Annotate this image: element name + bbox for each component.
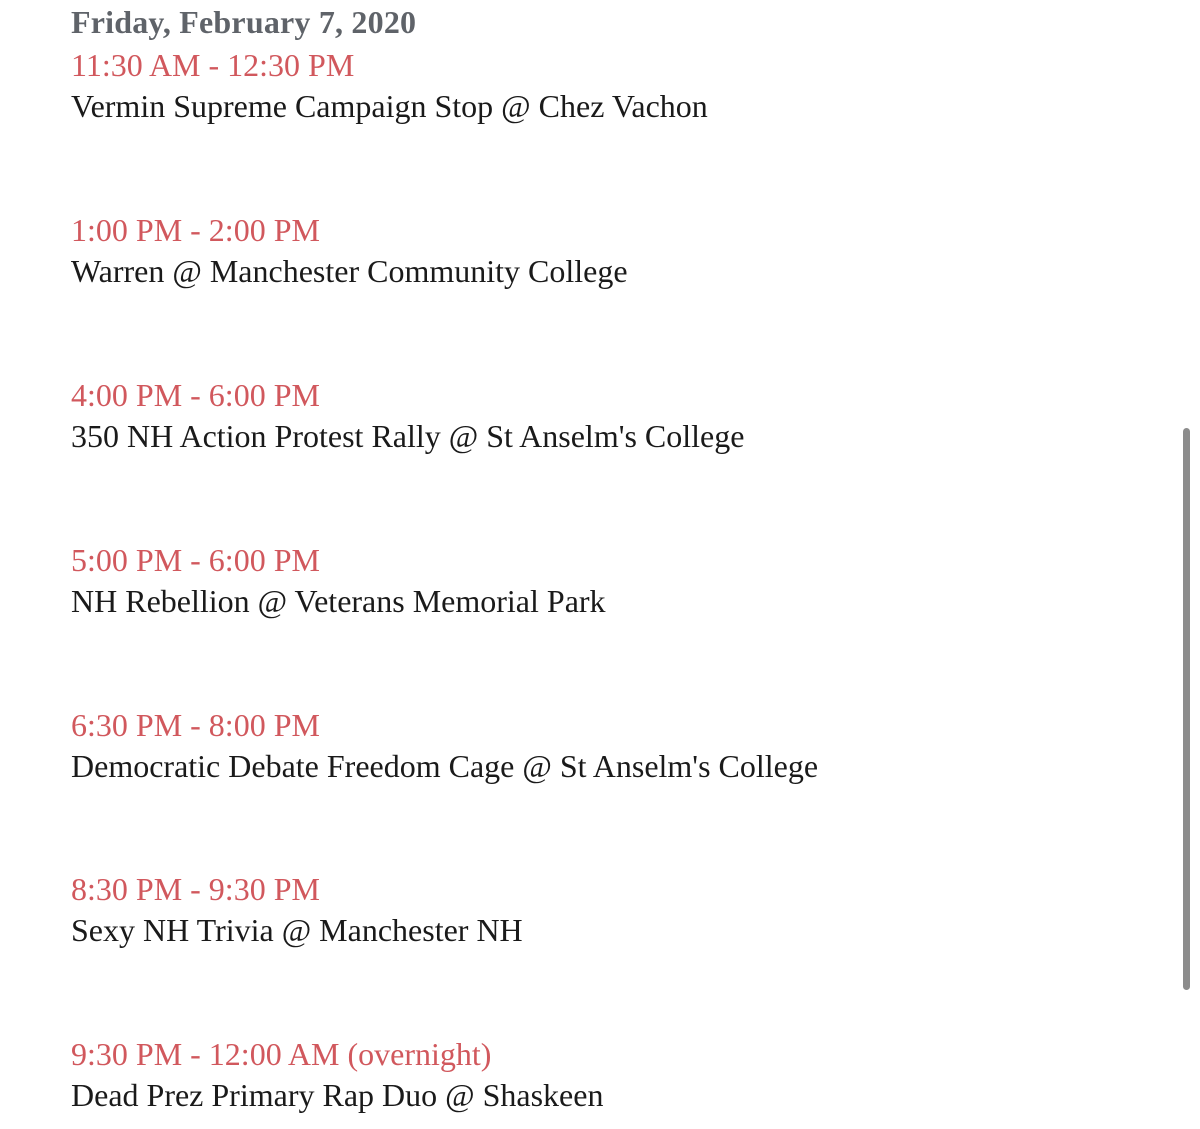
event-item[interactable] <box>71 210 1151 292</box>
event-item[interactable] <box>71 869 1151 951</box>
event-title[interactable]: Dead Prez Primary Rap Duo @ Shaskeen <box>71 1077 604 1113</box>
event-title[interactable]: NH Rebellion @ Veterans Memorial Park <box>71 583 606 619</box>
event-item[interactable] <box>71 705 1151 787</box>
event-item[interactable] <box>71 540 1151 622</box>
event-time: 8:30 PM - 9:30 PM <box>71 871 320 907</box>
event-time: 5:00 PM - 6:00 PM <box>71 542 320 578</box>
event-title[interactable]: Democratic Debate Freedom Cage @ St Anselm's College <box>71 748 819 784</box>
event-time: 6:30 PM - 8:00 PM <box>71 707 320 743</box>
vertical-scrollbar[interactable] <box>1183 428 1190 990</box>
event-title[interactable]: Sexy NH Trivia @ Manchester NH <box>71 912 523 948</box>
event-title[interactable]: Warren @ Manchester Community College <box>71 253 628 289</box>
event-time: 11:30 AM - 12:30 PM <box>71 47 355 83</box>
event-item[interactable] <box>71 1034 1151 1116</box>
date-heading: Friday, February 7, 2020 <box>71 4 417 40</box>
event-time: 1:00 PM - 2:00 PM <box>71 212 320 248</box>
event-title[interactable]: 350 NH Action Protest Rally @ St Anselm's College <box>71 418 745 454</box>
event-title[interactable]: Vermin Supreme Campaign Stop @ Chez Vachon <box>71 88 708 124</box>
event-time: 4:00 PM - 6:00 PM <box>71 377 320 413</box>
event-time: 9:30 PM - 12:00 AM (overnight) <box>71 1036 492 1072</box>
event-item[interactable] <box>71 45 1151 127</box>
event-item[interactable] <box>71 375 1151 457</box>
